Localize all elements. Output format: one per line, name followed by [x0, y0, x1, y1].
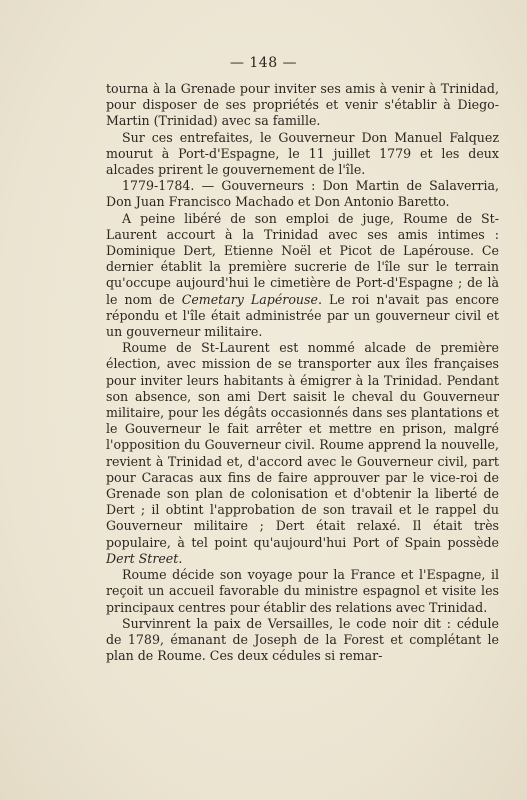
paragraph-6: Roume décide son voyage pour la France et l'Espagne, il reçoit un accueil favorable du ministre espagnol et visite les principaux centres pour établir des relations avec Trinidad. — [106, 567, 499, 615]
paragraph-1: tourna à la Grenade pour inviter ses amis à venir à Trinidad, pour disposer de ses propriétés et venir s'établir à Diego-Martin (Trinidad) avec sa famille. — [106, 81, 499, 129]
paragraph-4-text-before: A peine libéré de son emploi de juge, Roume de St-Laurent accourt à la Trinidad avec ses amis intimes : Dominique Dert, Etienne Noël et Picot de Lapérouse. Ce dernier établit la première sucrerie de l'île sur le terrain qu'occupe aujourd'hui le cimetière de Port-d'Espagne ; de là le nom de — [106, 210, 499, 307]
paragraph-4-text-after: . Le roi n'avait pas encore répondu et l'île était administrée par un gouverneur civil et un gouverneur militaire. — [106, 291, 499, 340]
paragraph-5-text-before: Roume de St-Laurent est nommé alcade de première élection, avec mission de se transporter aux îles françaises pour inviter leurs habitants à émigrer à la Trinidad. Pendant son absence, son ami Dert saisit le cheval du Gouverneur militaire, pour les dégâts occasionnés dans ses plantations et le Gouverneur le fait arrêter et mettre en prison, malgré l'opposition du Gouverneur civil. Roume apprend la nouvelle, revient à Trinidad et, d'accord avec le Gouverneur civil, part pour Caracas aux fins de faire approuver par le vice-roi de Grenade son plan de colonisation et d'obtenir la liberté de Dert ; il obtint l'approbation de son travail et le rappel du Gouverneur militaire ; Dert était relaxé. Il était très populaire, à tel point qu'aujourd'hui Port of Spain possède — [106, 340, 499, 550]
italic-street-name: Dert Street — [106, 550, 179, 566]
paragraph-4 — [106, 211, 499, 341]
body-text — [106, 81, 499, 664]
paragraph-7: Survinrent la paix de Versailles, le code noir dit : cédule de 1789, émanant de Joseph de la Forest et complétant le plan de Roume. Ces deux cédules si remar- — [106, 615, 499, 664]
paragraph-2: Sur ces entrefaites, le Gouverneur Don Manuel Falquez mourut à Port-d'Espagne, le 11 juillet 1779 et les deux alcades prirent le gouvernement de l'île. — [106, 129, 499, 178]
paragraph-5 — [106, 340, 499, 567]
page-number: — 148 — — [229, 55, 298, 71]
italic-place-name: Cemetary Lapérouse — [181, 291, 318, 307]
paragraph-3: 1779-1784. — Gouverneurs : Don Martin de Salaverria, Don Juan Francisco Machado et Don Antonio Baretto. — [106, 178, 499, 210]
paragraph-5-text-after: . — [178, 550, 183, 566]
